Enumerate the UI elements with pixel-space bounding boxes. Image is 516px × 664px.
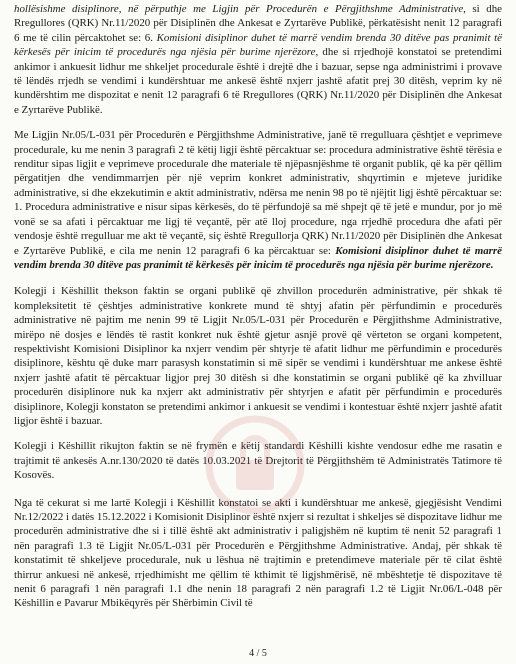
paragraph-0-italic-intro: hollësishme disiplinore, në përputhje me Ligjin për Procedurën e Përgjithshme Administrative — [14, 3, 464, 15]
paragraph-0 — [14, 2, 502, 117]
paragraph-0-conclusion: , dhe si rrjedhojë konstatoi se pretendimi ankimor i ankuesit lidhur me shkeljet procedurale është i drejtë dhe i bazuar, sepse nga administrimi i provave të lëndës rrjedh se vendimi i kundërshtuar me ankesë është nxjerr jashtë afatit prej 30 ditësh, veprim ky në kundërshtim me dispozitat e nenit 12 paragrafi 6 të Rregullores (QRK) Nr.11/2020 për Disiplinën dhe Ankesat e Zyrtarëve Publikë. — [14, 46, 502, 116]
page-number: 4 / 5 — [249, 648, 267, 659]
paragraph-3: Kolegji i Këshillit rikujton faktin se në frymën e këtij standardi Këshilli kishte vendosur edhe me rasatin e trajtimit të ankesës A.nr.130/2020 të datës 10.03.2021 të Drejtorit të Përgjithshëm të Administratës Tatimore të Kosovës. — [14, 440, 502, 482]
paragraph-1-text: Me Ligjin Nr.05/L-031 për Procedurën e Përgjithshme Administrative, janë të rregulluara çështjet e veprimeve procedurale, ku me nenin 3 paragrafi 2 të këtij ligji është përcaktuar se: procedura administrative është tërësia e renditur sipas ligjit e veprimeve procedurale dhe materiale të njëpasnjëshme të organit publik, që ka për qëllim përgatitjen dhe vendimmarrjen për një veprim konkret administrativ, shqyrtimin e mjeteve juridike administrative, si dhe ekzekutimin e aktit administrativ, ndërsa me nenin 98 po të njëjtit ligj është përcaktuar se: 1. Procedura administrative e nisur sipas kërkesës, do të përfundojë sa më shpejt që të jetë e mundur, por jo më vonë se sa afati i përcaktuar me ligj të veçantë, për atë lloj procedure, nga rrjedhë procedura dhe afati për vendosje është rregulluar me akt të veçantë, siç është Rregullorja QRK) Nr.11/2020 për Disiplinën dhe Ankesat e Zyrtarëve Publikë, e cila me nenin 12 paragrafi 6 ka përcaktuar se: — [14, 129, 502, 257]
paragraph-2: Kolegji i Këshillit thekson faktin se organi publikë që zhvillon procedurën administrative, për shkak të kompleksitetit të çështjes administrative konkrete mund të shtyj afatin për përfundimin e procedurës administrative në pajtim me nenin 99 të Ligjit Nr.05/L-031 për Procedurën e Përgjithshme Administrative, mirëpo në dosjes e lëndës të rastit konkret nuk është gjetur asnjë provë që vërteton se organi kompetent, respektivisht Komisioni Disiplinor ka nxjerr vendim për shtyrje të afatit lidhur me përfundimin e procedurës disiplinore, kështu që duke marr parasysh konstatimin si më sipër se vendimi i kundërshtuar me ankese është nxjerr jashtë afatit të përcaktuar ligjor prej 30 ditësh si dhe konstatimin se organi publikë që ka zhvilluar procedurën disiplinore nuk ka nxjerr akt administrativ për shtyrjen e afatit për përfundimin e procedurës disiplinore, Kolegji konstaton se pretendimi ankimor i ankuesit se vendimi i kontestuar është nxjerr jashtë afatit ligjor është i bazuar. — [14, 285, 502, 427]
paragraph-1 — [14, 128, 502, 272]
paragraph-4: Nga të cekurat si me lartë Kolegji i Këshillit konstatoi se akti i kundërshtuar me ankesë, gjegjësisht Vendimi Nr.12/2022 i datës 15.12.2022 i Komisionit Disiplinor është nxjerr si rezultat i shkeljes së dispozitave lidhur me procedurën administrative dhe si i tillë është akt administrativ i paligjshëm në kuptim të nenit 52 paragrafi 1 nën paragrafi 1.3 të Ligjit Nr.05/L-031 për Procedurën e Përgjithshme Administrative. Andaj, për shkak të konstatimit të shkeljeve procedurale, nuk u lëshua në trajtimin e pretendimeve materiale për të cilat është thirrur ankuesi në ankesë, rrjedhimisht me qëllim të kthimit të ligjshmërisë, në mbështetje të dispozitave të nenit 6 paragrafi 1 nën paragrafi 1.1 dhe nenin 18 paragrafi 2 nën paragrafi 1.2 të Ligjit Nr.06/L-048 për Këshillin e Pavarur Mbikëqyrës për Shërbimin Civil të — [14, 496, 502, 610]
paragraph-0-text: , si dhe Rregullores (QRK) Nr.11/2020 për Disiplinën dhe Ankesat e Zyrtarëve Publikë, përkatësisht nenit 12 paragrafi 6 me të cilin përcaktohet se: 6. — [14, 3, 502, 44]
paragraph-0-quote: Komisioni disiplinor duhet të marrë vendim brenda 30 ditëve pas pranimit të kërkesës për inicim të procedurës nga njësia për burime njerëzore — [14, 31, 502, 59]
paragraph-1-quote: Komisioni disiplinor duhet të marrë vendim brenda 30 ditëve pas pranimit të kërkesës për inicim të procedurës nga njësia për burime njerëzore. — [14, 244, 502, 271]
